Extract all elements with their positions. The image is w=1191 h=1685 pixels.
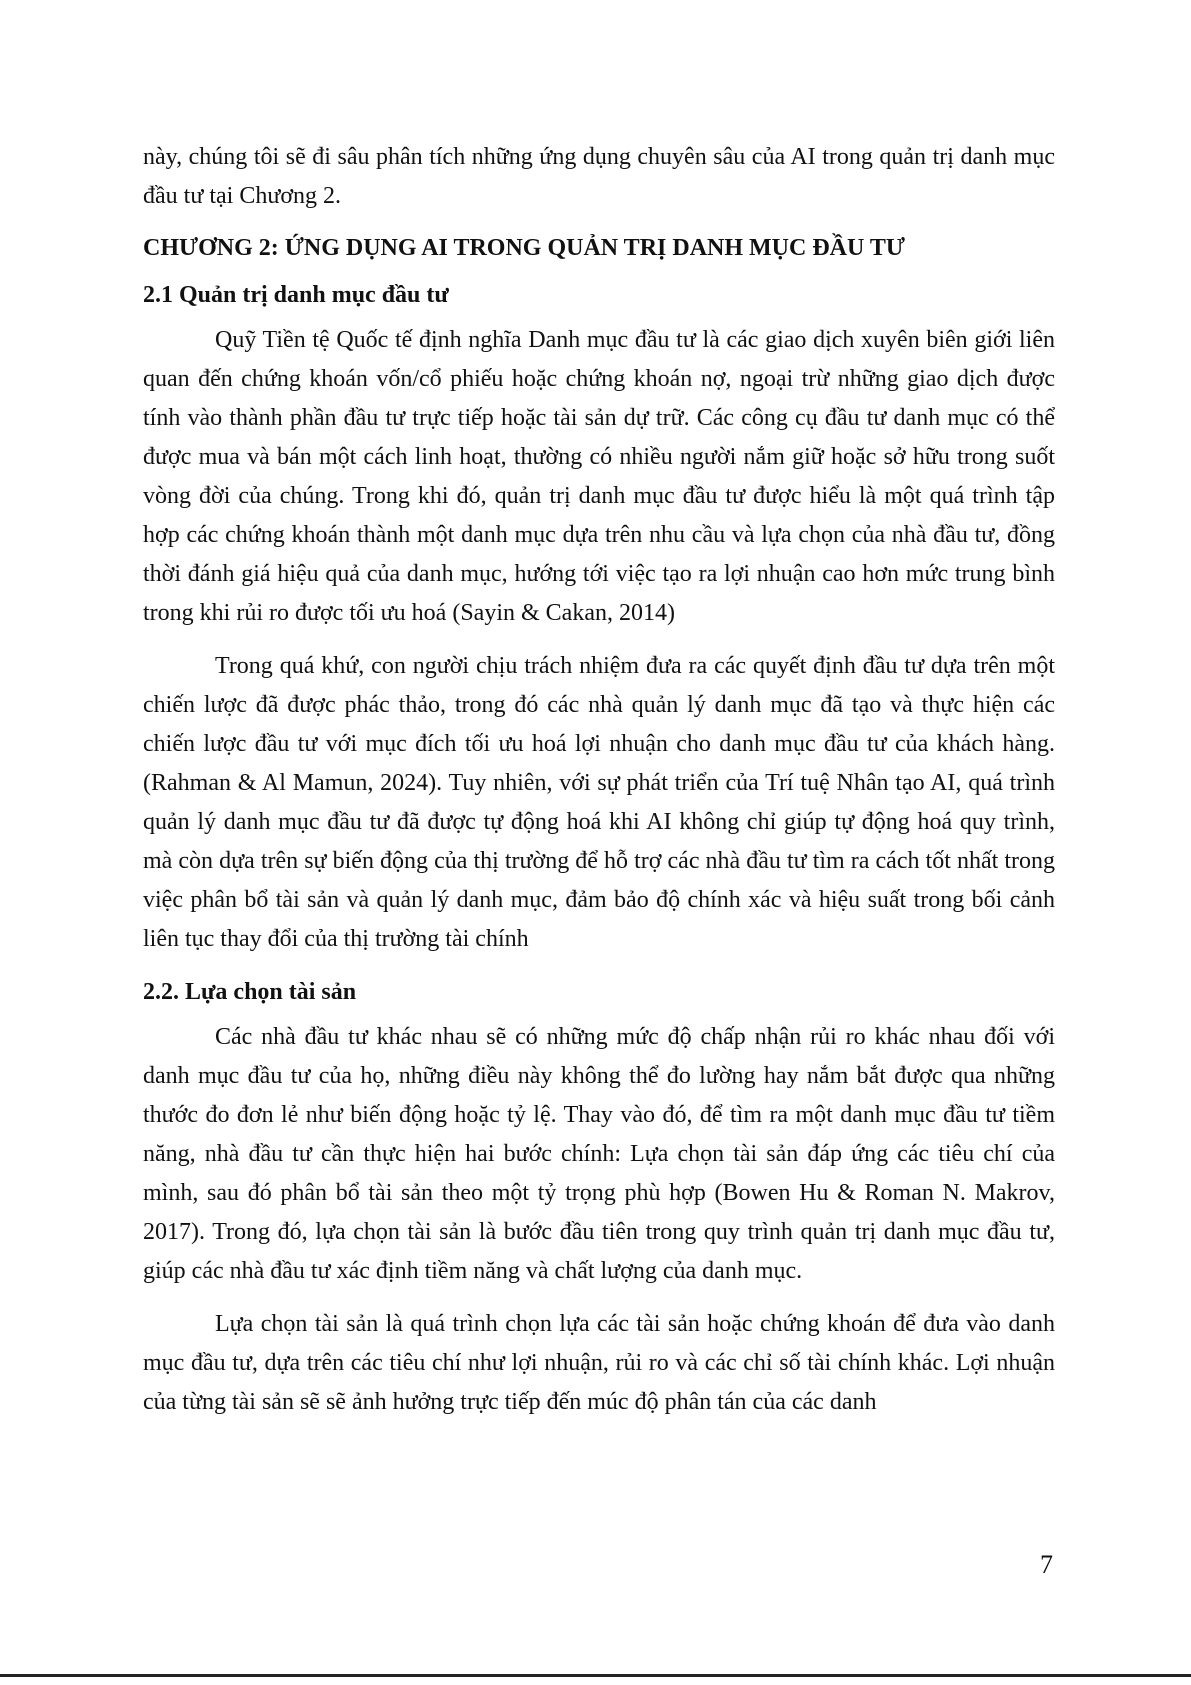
section-2-1-paragraph-2: Trong quá khứ, con người chịu trách nhiệm đưa ra các quyết định đầu tư dựa trên một chiến lược đã được phác thảo, trong đó các nhà quản lý danh mục đã tạo và thực hiện các chiến lược đầu tư với mục đích tối ưu hoá lợi nhuận cho danh mục đầu tư của khách hàng. (Rahman & Al Mamun, 2024). Tuy nhiên, với sự phát triển của Trí tuệ Nhân tạo AI, quá trình quản lý danh mục đầu tư đã được tự động hoá khi AI không chỉ giúp tự động hoá quy trình, mà còn dựa trên sự biến động của thị trường để hỗ trợ các nhà đầu tư tìm ra cách tốt nhất trong việc phân bổ tài sản và quản lý danh mục, đảm bảo độ chính xác và hiệu suất trong bối cảnh liên tục thay đổi của thị trường tài chính [143,653,1055,952]
page-number: 7 [1040,1550,1053,1579]
section-2-1-title: 2.1 Quản trị danh mục đầu tư [143,282,449,308]
intro-paragraph: này, chúng tôi sẽ đi sâu phân tích những ứng dụng chuyên sâu của AI trong quản trị danh mục đầu tư tại Chương 2. [143,144,1055,209]
section-2-2-paragraph-2: Lựa chọn tài sản là quá trình chọn lựa các tài sản hoặc chứng khoán để đưa vào danh mục đầu tư, dựa trên các tiêu chí như lợi nhuận, rủi ro và các chỉ số tài chính khác. Lợi nhuận của từng tài sản sẽ sẽ ảnh hưởng trực tiếp đến múc độ phân tán của các danh [143,1311,1055,1415]
section-2-1-paragraph-1: Quỹ Tiền tệ Quốc tế định nghĩa Danh mục đầu tư là các giao dịch xuyên biên giới liên quan đến chứng khoán vốn/cổ phiếu hoặc chứng khoán nợ, ngoại trừ những giao dịch được tính vào thành phần đầu tư trực tiếp hoặc tài sản dự trữ. Các công cụ đầu tư danh mục có thể được mua và bán một cách linh hoạt, thường có nhiều người nắm giữ hoặc sở hữu trong suốt vòng đời của chúng. Trong khi đó, quản trị danh mục đầu tư được hiểu là một quá trình tập hợp các chứng khoán thành một danh mục dựa trên nhu cầu và lựa chọn của nhà đầu tư, đồng thời đánh giá hiệu quả của danh mục, hướng tới việc tạo ra lợi nhuận cao hơn mức trung bình trong khi rủi ro được tối ưu hoá (Sayin & Cakan, 2014) [143,327,1055,626]
section-2-2-title: 2.2. Lựa chọn tài sản [143,979,357,1005]
document-page [143,138,1055,1422]
section-2-2-paragraph-1: Các nhà đầu tư khác nhau sẽ có những mức độ chấp nhận rủi ro khác nhau đối với danh mục đầu tư của họ, những điều này không thể đo lường hay nắm bắt được qua những thước đo đơn lẻ như biến động hoặc tỷ lệ. Thay vào đó, để tìm ra một danh mục đầu tư tiềm năng, nhà đầu tư cần thực hiện hai bước chính: Lựa chọn tài sản đáp ứng các tiêu chí của mình, sau đó phân bổ tài sản theo một tỷ trọng phù hợp (Bowen Hu & Roman N. Makrov, 2017). Trong đó, lựa chọn tài sản là bước đầu tiên trong quy trình quản trị danh mục đầu tư, giúp các nhà đầu tư xác định tiềm năng và chất lượng của danh mục. [143,1024,1055,1284]
chapter-title: CHƯƠNG 2: ỨNG DỤNG AI TRONG QUẢN TRỊ DANH MỤC ĐẦU TƯ [143,235,906,261]
bottom-rule [0,1674,1191,1677]
